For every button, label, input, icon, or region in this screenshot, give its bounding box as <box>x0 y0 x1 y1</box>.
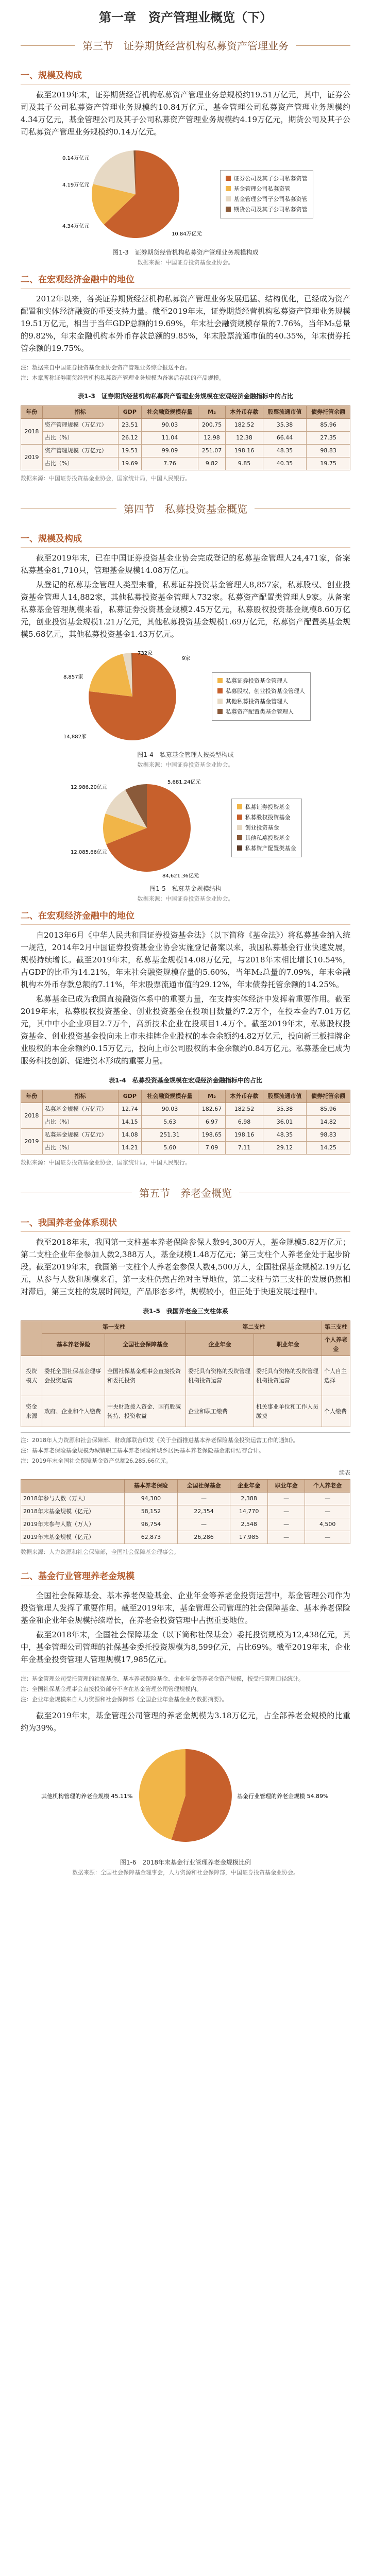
table-1-3-title: 表1-3 证券期货经营机构私募资产管理业务规模在宏观经济金融指标中的占比 <box>78 393 293 400</box>
pie-label: 0.14万亿元 <box>62 156 89 161</box>
section3-heading-scale: 一、规模及构成 <box>21 67 350 84</box>
legend-1-3 <box>220 170 313 218</box>
section4-heading-position: 二、在宏观经济金融中的地位 <box>21 907 350 925</box>
section4-header <box>21 498 350 520</box>
footnote: 注：数据来自中国证券投资基金业协会资产管理业务综合报送平台。 <box>21 364 191 371</box>
table-subheader: 全国社会保障基金 <box>105 1334 186 1356</box>
pie-label: 732家 <box>138 651 153 656</box>
pie-label: 4.19万亿元 <box>62 182 89 188</box>
legend-item: 其他私募投资基金 <box>237 833 296 843</box>
pie-label: 8,857家 <box>63 674 83 680</box>
pie-chart-1-6 <box>21 1741 350 1850</box>
section3-heading-position: 二、在宏观经济金融中的地位 <box>21 271 350 289</box>
table-row: 2018年参与人数（万人） 94,300 — 2,388 — — <box>21 1493 350 1505</box>
section5-title: 第五节 养老金概览 <box>132 1187 239 1199</box>
pie-label: 84,621.36亿元 <box>162 873 199 879</box>
table-header: 指标 <box>42 1090 118 1103</box>
table-source: 数据来源：中国证券投资基金业协会，国家统计局，中国人民银行。 <box>21 1159 191 1166</box>
footnote: 注：2018年人力资源和社会保障部、财政部联合印发《关于全面推进基本养老保险基金投资运营工作的通知》。 <box>21 1437 299 1444</box>
table-header: 本外币存款 <box>226 1090 263 1103</box>
table-subheader: 职业年金 <box>254 1334 322 1356</box>
table-1-3 <box>21 405 350 470</box>
legend-item: 创业投资基金 <box>237 823 296 833</box>
table-row: 2019年末参与人数（万人） 96,754 — 2,548 — 4,500 <box>21 1518 350 1531</box>
table-row: 占比（%） 14.21 5.60 7.09 7.11 29.12 14.25 <box>21 1142 350 1155</box>
section4-paragraph-2: 从登记的私募基金管理人类型来看，私募证券投资基金管理人8,857家，私募股权、创业投资基金管理人14,882家，其他私募投资基金管理人732家。私募资产配置类管理人9家。从备案私募基金管理规模来看，私募证券投资基金规模2.45万亿元，私募股权投资基金规模8.60万亿元，创业投资基金规模1.21万亿元，其他私募投资基金规模1.69万亿元，私募资产配置类基金规模5.68亿元，其他私募投资基金1.43万亿元。 <box>21 580 350 639</box>
section4-title: 第四节 私募投资基金概览 <box>116 503 255 515</box>
legend-item: 证券公司及其子公司私募资管 <box>226 174 308 184</box>
legend-item: 基金管理公司私募资管 <box>226 184 308 194</box>
table-header: GDP <box>118 406 142 419</box>
section3-paragraph-1: 截至2019年末，证券期货经营机构私募资产管理业务总规模约19.51万亿元，其中，证券公司及其子公司私募资产管理业务规模约10.84万亿元，基金管理公司私募资产管理业务规模约4.34万亿元，基金管理公司及其子公司私募资产管理业务规模约4.19万亿元，期货公司及其子公司私募资产管理业务规模约0.14万亿元。 <box>21 90 350 137</box>
table-1-4-title: 表1-4 私募投资基金规模在宏观经济金融指标中的占比 <box>109 1077 262 1084</box>
pie-label: 10.84万亿元 <box>171 231 202 237</box>
table-1-6 <box>21 1479 350 1544</box>
table-header: 股票流通市值 <box>263 406 307 419</box>
footnote: 注：基金管理公司受托管理的社保基金、基本养老保险基金、企业年金等养老金资产规模，按受托管理口径统计。 <box>21 1675 304 1682</box>
pie-label: 14,882家 <box>63 734 87 740</box>
legend-item: 期货公司及其子公司私募资管 <box>226 205 308 215</box>
pie-label: 其他机构管理的养老金规模 45.11% <box>41 1793 133 1800</box>
table-1-5-title: 表1-5 我国养老金三支柱体系 <box>143 1308 228 1315</box>
table-header: M₂ <box>198 1090 226 1103</box>
table-continued-label: 续表 <box>339 1469 350 1476</box>
section4-heading-scale: 一、规模及构成 <box>21 530 350 548</box>
table-header: M₂ <box>198 406 226 419</box>
footnotes <box>21 1671 350 1704</box>
legend-item: 基金管理公司子公司私募资管 <box>226 194 308 205</box>
section5-heading-system: 一、我国养老金体系现状 <box>21 1214 350 1232</box>
table-row: 投资模式 委托全国社保基金理事会投资运营 全国社保基金理事会直接投资和委托投资 委托具有资格的投资管理机构投资运营 委托具有资格的投资管理机构投资运营 个人自主选择 <box>21 1356 350 1396</box>
table-1-5 <box>21 1320 350 1427</box>
chapter-title: 第一章 资产管理业概览（下） <box>99 10 272 25</box>
section5-paragraph-4: 截至2019年末，基金管理公司管理的养老金规模为3.18万亿元，占全部养老金规模的比重约为39%。 <box>21 1711 350 1733</box>
figure-caption: 图1-5 私募基金规模结构 <box>149 885 222 892</box>
table-header: 社会融资规模存量 <box>142 406 198 419</box>
table-row: 资金来源 政府、企业和个人缴费 中央财政拨入资金、国有股减转持、投资收益 企业和职工缴费 机关事业单位和工作人员缴费 个人缴费 <box>21 1396 350 1427</box>
legend-item: 私募股权投资基金 <box>237 812 296 823</box>
table-subheader: 企业年金 <box>186 1334 254 1356</box>
footnotes <box>21 360 350 383</box>
table-row: 2019 私募基金规模（万亿元） 14.08 251.31 198.65 198.16 48.35 98.83 <box>21 1129 350 1142</box>
table-header: 股票流通市值 <box>263 1090 307 1103</box>
figure-1-5 <box>21 776 350 903</box>
legend-item: 私募资产配置类基金 <box>237 843 296 854</box>
figure-1-4 <box>21 648 350 769</box>
table-header: 社会融资规模存量 <box>142 1090 198 1103</box>
section5-heading-fund-industry: 二、基金行业管理养老金规模 <box>21 1568 350 1585</box>
legend-item: 私募股权、创业投资基金管理人 <box>217 686 305 697</box>
section5-paragraph-3: 截至2018年末，全国社会保障基金（以下简称社保基金）委托投资规模为12,438亿元，其中，基金管理公司管理的社保基金委托投资规模为8,599亿元，占比69%。截至2019年末，企业年金基金投资管理人管理规模17,985亿元。 <box>21 1630 350 1664</box>
figure-source: 数据来源：全国社会保障基金理事会，人力资源和社会保障部，中国证券投资基金业协会。 <box>72 1869 299 1876</box>
pie-label: 4.34万亿元 <box>62 224 89 229</box>
table-header: 企业年金 <box>230 1480 268 1493</box>
table-row: 2018年末基金规模（亿元） 58,152 22,354 14,770 — — <box>21 1505 350 1518</box>
footnote: 注：全国社保基金理事会直接投资部分不含在基金管理公司管理规模内。 <box>21 1686 202 1692</box>
section5-paragraph-1: 截至2018年末，我国第一支柱基本养老保险参保人数94,300万人，基金规模5.82万亿元；第二支柱企业年金参加人数2,388万人，基金规模1.48万亿元；第三支柱个人养老金处于起步阶段。截至2019年末，我国第一支柱个人养老金参保人数4,500万人，全国社保基金规模2.19万亿元，从参与人数和规模来看，第一支柱仍然占绝对主导地位，第二支柱与第三支柱的发展仍然相对滞后，第三支柱的发展时间短，产品形态多样，规模较小，但正处于快速发展过程中。 <box>21 1238 350 1296</box>
table-source: 数据来源：中国证券投资基金业协会，国家统计局，中国人民银行。 <box>21 475 191 482</box>
section3-title: 第三节 证券期货经营机构私募资产管理业务 <box>75 40 296 52</box>
footnote: 注：企业年金规模来自人力资源和社会保障部《全国企业年金基金业务数据摘要》。 <box>21 1696 228 1703</box>
section5-header <box>21 1182 350 1204</box>
section5-paragraph-2: 全国社会保障基金、基本养老保险基金、企业年金等养老金投资运营中，基金管理公司作为投资管理人发挥了重要作用。截至2019年末，基金管理公司管理的社会保障基金、基本养老保险基金和企业年金规模持续增长，在养老金投资管理中占据重要地位。 <box>21 1591 350 1625</box>
figure-caption: 图1-3 证券期货经营机构私募资产管理业务规模构成 <box>112 249 259 256</box>
table-subheader: 基本养老保险 <box>42 1334 105 1356</box>
legend-item: 私募证券投资基金 <box>237 802 296 812</box>
figure-caption: 图1-4 私募基金管理人按类型构成 <box>137 751 234 758</box>
footnote: 注：基本养老保险基金规模为城镇职工基本养老保险和城乡居民基本养老保险基金累计结存合计。 <box>21 1447 264 1454</box>
figure-source: 数据来源：中国证券投资基金业协会。 <box>137 761 234 768</box>
table-subheader: 个人养老金 <box>322 1334 350 1356</box>
table-row: 2019年末基金规模（亿元） 62,873 26,286 17,985 — — <box>21 1531 350 1544</box>
table-row: 2019 资产管理规模（万亿元） 19.51 99.09 251.07 198.16 48.35 98.83 <box>21 445 350 457</box>
table-header: 债券托管余额 <box>307 1090 350 1103</box>
legend-item: 私募资产配置类基金管理人 <box>217 707 305 717</box>
table-header: 职业年金 <box>267 1480 305 1493</box>
table-header: 年份 <box>21 406 43 419</box>
table-source: 数据来源：人力资源和社会保障部，全国社会保障基金理事会。 <box>21 1549 179 1555</box>
table-header: 债券托管余额 <box>307 406 350 419</box>
pie-label: 9家 <box>182 656 191 662</box>
table-row: 占比（%） 26.12 11.04 12.98 12.38 66.44 27.35 <box>21 432 350 445</box>
pie-label: 12,085.66亿元 <box>70 850 107 855</box>
legend-item: 其他私募投资基金管理人 <box>217 697 305 707</box>
table-header: 年份 <box>21 1090 43 1103</box>
table-header: 本外币存款 <box>226 406 263 419</box>
figure-1-6 <box>21 1741 350 1877</box>
table-header <box>21 1321 42 1356</box>
figure-caption: 图1-6 2018年末基金行业管理养老金规模比例 <box>120 1859 251 1866</box>
pie-chart-1-4 <box>60 648 205 745</box>
table-row: 2018 私募基金规模（万亿元） 12.74 90.03 182.67 182.52 35.38 85.96 <box>21 1103 350 1116</box>
table-row: 2018 资产管理规模（万亿元） 23.51 90.03 200.75 182.52 35.38 85.96 <box>21 419 350 432</box>
table-header: GDP <box>118 1090 142 1103</box>
figure-source: 数据来源：中国证券投资基金业协会。 <box>137 259 234 266</box>
legend-1-4 <box>212 672 311 721</box>
pie-label: 12,986.20亿元 <box>70 785 107 790</box>
table-header <box>21 1480 125 1493</box>
section3-paragraph-2: 2012年以来，各类证券期货经营机构私募资产管理业务发展迅猛、结构优化，已经成为资产配置和实体经济融资的重要支持力量。截至2019年末，证券期货经营机构私募资产管理业务规模19.51万亿元，相当于当年GDP总额的19.69%，年末社会融资规模存量的7.76%，当年M₂总量的9.82%，年末金融机构本外币存款总额的9.85%，年末股票流通市值的40.35%，年末债券托管余额的19.75%。 <box>21 294 350 353</box>
footnote: 注：本章所称证券期货经营机构私募资产管理业务规模为备案后存续的产品规模。 <box>21 375 225 381</box>
table-header: 个人养老金 <box>305 1480 350 1493</box>
table-header: 第一支柱 <box>42 1321 186 1334</box>
table-row: 占比（%） 19.69 7.76 9.82 9.85 40.35 19.75 <box>21 457 350 470</box>
pie-label: 5,681.24亿元 <box>167 779 201 785</box>
table-header: 全国社保基金 <box>177 1480 230 1493</box>
table-1-4 <box>21 1090 350 1155</box>
section4-paragraph-1: 截至2019年末，已在中国证券投资基金业协会完成登记的私募基金管理人24,471家，备案私募基金81,710只，管理基金规模14.08万亿元。 <box>21 553 350 575</box>
table-header: 第二支柱 <box>186 1321 322 1334</box>
table-header: 基本养老保险 <box>125 1480 178 1493</box>
pie-chart-1-3 <box>58 145 213 243</box>
footnote: 注：2019年末全国社会保障基金资产总额26,285.66亿元。 <box>21 1458 172 1464</box>
figure-1-3 <box>21 145 350 267</box>
footnotes <box>21 1432 350 1466</box>
section4-paragraph-3: 自2013年6月《中华人民共和国证券投资基金法》（以下简称《基金法》）将私募基金纳入统一规范，2014年2月中国证券投资基金业协会实施登记备案以来，我国私募基金行业快速发展，规模持续增长。截至2019年末，私募基金规模14.08万亿元，与2018年末相比增长10.54%，占GDP的比重为14.21%，年末社会融资规模存量的5.60%，当年M₂总量的7.09%，年末金融机构本外币存款总额的7.11%，年末股票流通市值的29.12%，年末债券托管余额的14.25%。 <box>21 930 350 989</box>
pie-chart-1-5 <box>70 776 224 879</box>
legend-1-5 <box>231 799 302 857</box>
figure-source: 数据来源：中国证券投资基金业协会。 <box>137 895 234 902</box>
pie-label: 基金行业管理的养老金规模 54.89% <box>237 1793 329 1800</box>
section4-paragraph-4: 私募基金已成为我国直接融资体系中的重要力量，在支持实体经济中发挥着重要作用。截至2019年末，私募股权投资基金、创业投资基金在投项目数量约7.2万个，在投本金约7.01万亿元，其中中小企业项目2.7万个，高新技术企业在投项目1.4万个。截至2019年末，私募股权投资基金、创业投资基金投向未上市未挂牌企业股权的本金余额约4.82万亿元，投向新三板挂牌企业股权的本金余额约0.15万亿元，投向上市公司股权的本金余额约0.84万亿元。私募基金已成为服务科技创新、促进资本形成的重要力量。 <box>21 994 350 1065</box>
section3-header <box>21 35 350 57</box>
table-header: 第三支柱 <box>322 1321 350 1334</box>
legend-item: 私募证券投资基金管理人 <box>217 676 305 686</box>
table-header: 指标 <box>42 406 118 419</box>
table-row: 占比（%） 14.15 5.63 6.97 6.98 36.01 14.82 <box>21 1116 350 1129</box>
